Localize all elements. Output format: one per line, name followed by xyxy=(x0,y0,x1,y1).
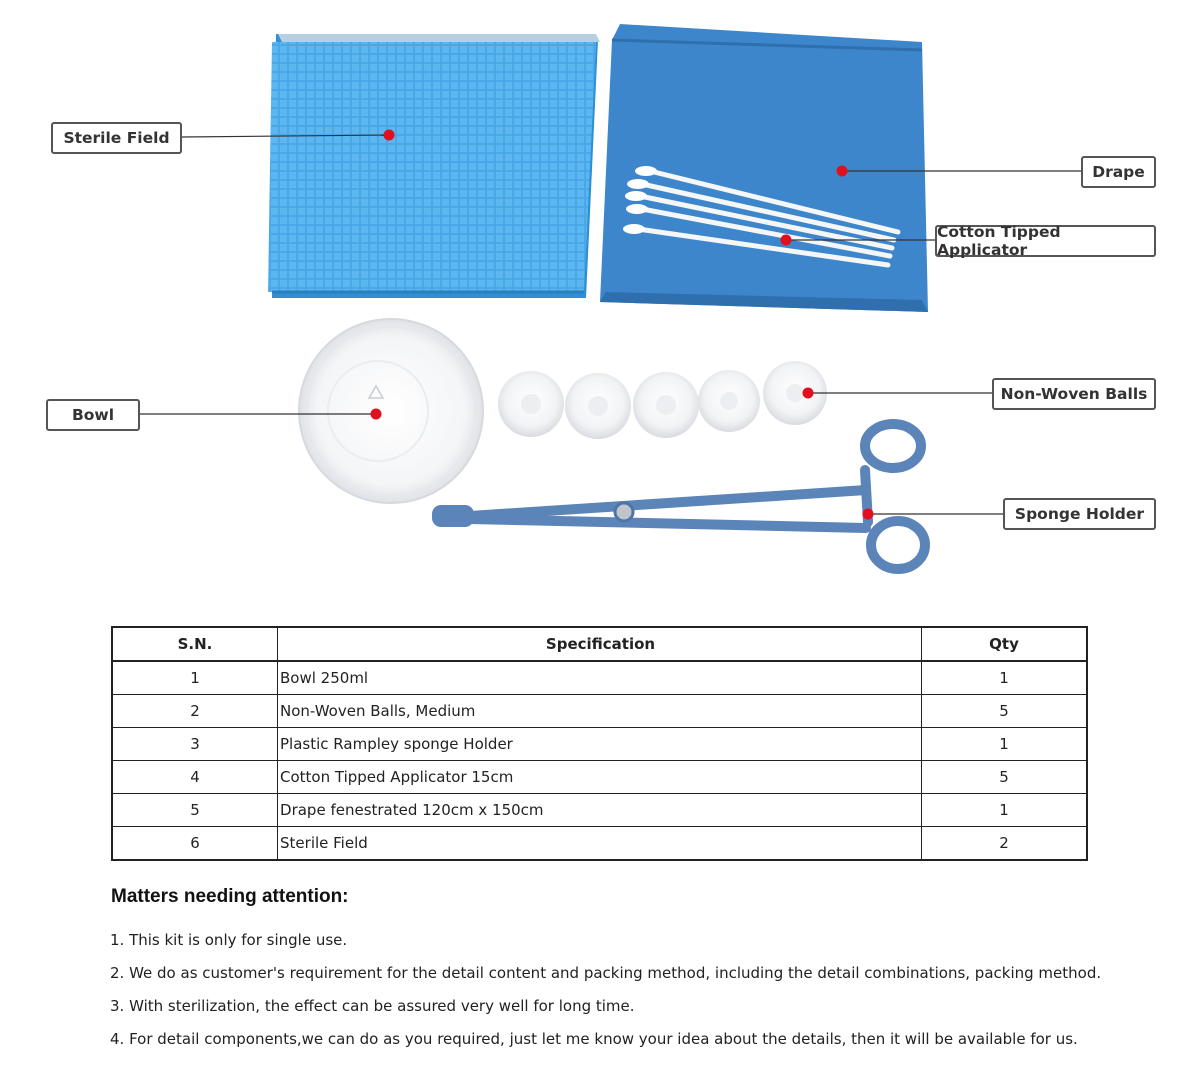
marker-non-woven-balls xyxy=(803,388,814,399)
cell-specification: Non-Woven Balls, Medium xyxy=(278,695,922,728)
non-woven-balls-image xyxy=(498,361,827,439)
list-item: 2. We do as customer's requirement for the detail content and packing method, including the detail combinations, packing method. xyxy=(110,964,1102,982)
specification-table xyxy=(111,626,1088,861)
callout-cotton-tipped-applicator: Cotton Tipped Applicator xyxy=(935,225,1156,257)
cell-qty: 1 xyxy=(922,661,1088,695)
header-specification: Specification xyxy=(278,627,922,661)
header-qty: Qty xyxy=(922,627,1088,661)
cell-sn: 4 xyxy=(112,761,278,794)
sponge-holder-image xyxy=(432,424,925,569)
bowl-image xyxy=(299,319,483,503)
notes-list xyxy=(110,928,1101,1060)
list-item: 3. With sterilization, the effect can be assured very well for long time. xyxy=(110,997,635,1015)
cell-sn: 2 xyxy=(112,695,278,728)
cell-qty: 5 xyxy=(922,761,1088,794)
cell-specification: Plastic Rampley sponge Holder xyxy=(278,728,922,761)
callout-sponge-holder: Sponge Holder xyxy=(1003,498,1156,530)
cell-sn: 3 xyxy=(112,728,278,761)
notes-title: Matters needing attention: xyxy=(111,886,349,907)
callout-sterile-field: Sterile Field xyxy=(51,122,182,154)
table-row xyxy=(112,728,1087,761)
list-item: 4. For detail components,we can do as you required, just let me know your idea about the details, then it will be available for us. xyxy=(110,1030,1078,1048)
table-row xyxy=(112,794,1087,827)
cell-qty: 5 xyxy=(922,695,1088,728)
callout-drape: Drape xyxy=(1081,156,1156,188)
table-row xyxy=(112,661,1087,695)
sterile-field-image xyxy=(268,34,600,298)
cell-sn: 5 xyxy=(112,794,278,827)
cell-specification: Cotton Tipped Applicator 15cm xyxy=(278,761,922,794)
marker-cotton-applicator xyxy=(781,235,792,246)
cell-qty: 2 xyxy=(922,827,1088,861)
table-row xyxy=(112,761,1087,794)
cell-specification: Sterile Field xyxy=(278,827,922,861)
table-row xyxy=(112,695,1087,728)
cell-specification: Drape fenestrated 120cm x 150cm xyxy=(278,794,922,827)
callout-non-woven-balls: Non-Woven Balls xyxy=(992,378,1156,410)
cell-qty: 1 xyxy=(922,728,1088,761)
list-item: 1. This kit is only for single use. xyxy=(110,931,348,949)
header-sn: S.N. xyxy=(112,627,278,661)
cell-qty: 1 xyxy=(922,794,1088,827)
marker-drape xyxy=(837,166,848,177)
table-row xyxy=(112,827,1087,861)
marker-sterile-field xyxy=(384,130,395,141)
marker-sponge-holder xyxy=(863,509,874,520)
cell-specification: Bowl 250ml xyxy=(278,661,922,695)
cell-sn: 1 xyxy=(112,661,278,695)
callout-bowl: Bowl xyxy=(46,399,140,431)
marker-bowl xyxy=(371,409,382,420)
cell-sn: 6 xyxy=(112,827,278,861)
table-header-row xyxy=(112,627,1087,661)
